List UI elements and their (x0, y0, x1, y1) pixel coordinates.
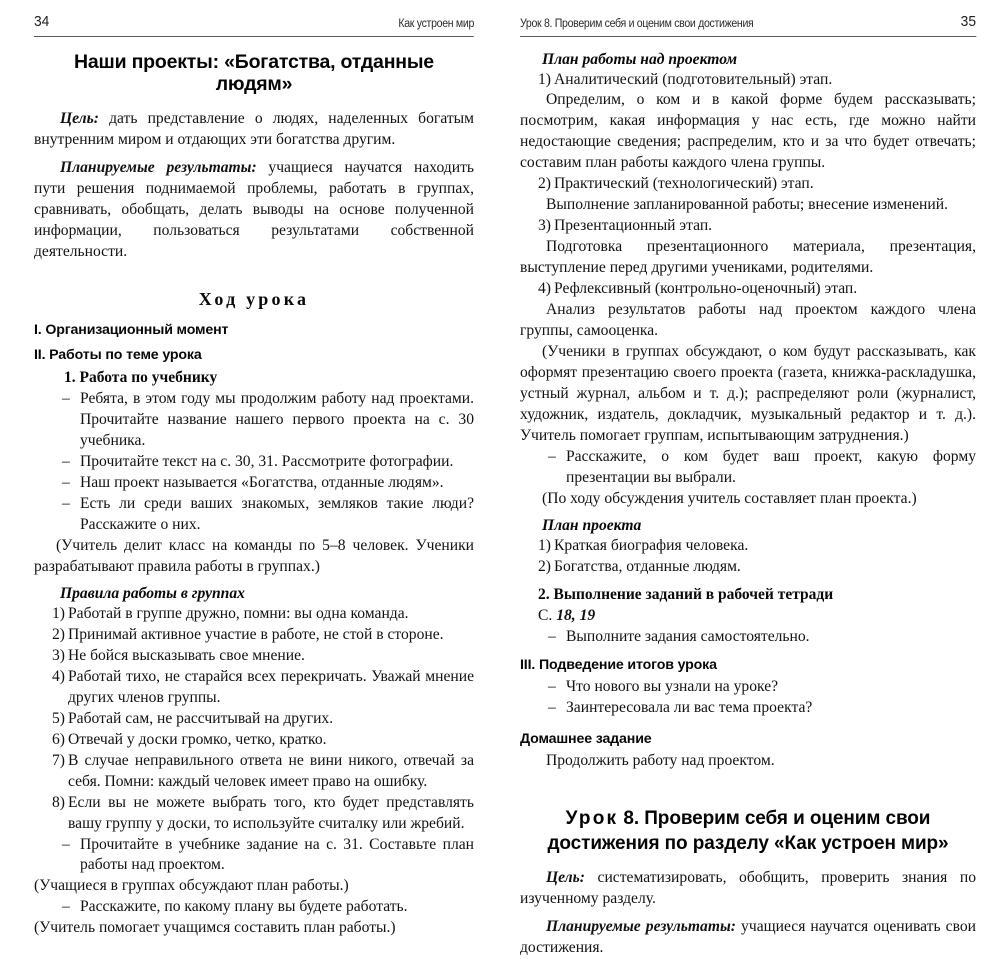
stage-body-3: Подготовка презентационного материала, презентация, выступление перед другими учениками, родителями. (520, 238, 976, 277)
page-left (0, 0, 500, 937)
lesson-flow-heading: Ход урока (198, 289, 310, 310)
group-rules-list (34, 604, 474, 835)
results-paragraph-right (520, 917, 976, 959)
bullet-list-plan-task (34, 835, 474, 877)
list-item (34, 667, 474, 709)
section-heading-summary: III. Подведение итогов урока (520, 656, 717, 673)
lesson-8-title (520, 806, 976, 856)
list-item: – Наш проект называется «Богатства, отданные людям». (34, 473, 474, 494)
goal-paragraph-right (520, 868, 976, 910)
lesson-title-word: Урок (565, 807, 619, 829)
list-item-text: Практический (технологический) этап. (554, 175, 814, 193)
list-item: – Расскажите, по какому плану вы будете работать. (34, 897, 474, 918)
goal-text-left: дать представление о людях, наделенных богатым внутренним миром и отдающих эти богатства другим. (34, 110, 474, 149)
goal-text-right: систематизировать, обобщить, проверить знания по изученному разделу. (520, 868, 976, 907)
list-item-text: В случае неправильного ответа не вини никого, отвечай за себя. Помни: каждый человек имеет право на ошибку. (68, 751, 474, 790)
list-item-number: 7) (52, 751, 65, 769)
list-item-number: 2) (538, 175, 551, 193)
teacher-note-3: (Учитель помогает учащимся составить план работы.) (34, 919, 396, 937)
list-item-text: Презентационный этап. (554, 217, 713, 235)
section-heading-topic-work: II. Работы по теме урока (34, 347, 202, 364)
goal-label-left: Цель: (60, 110, 99, 128)
bullet-list-describe-plan (34, 897, 474, 918)
results-text-left: учащиеся научатся находить пути решения поднимаемой проблемы, работать в группах, сравнивать, обобщать, делать выводы на основе полученной информации, пользоваться результатами собственной деятельности. (34, 159, 474, 261)
project-stage-2 (520, 174, 976, 195)
bullet-list-presentation-form (520, 447, 976, 489)
list-item-text: Работай в группе дружно, помни: вы одна команда. (68, 604, 409, 622)
teacher-note-plan: (По ходу обсуждения учитель составляет план проекта.) (542, 489, 917, 507)
goal-paragraph-left (34, 109, 474, 151)
folio-right: 35 (960, 13, 977, 30)
page-ref-pages: 18, 19 (556, 606, 596, 624)
list-item-number: 1) (538, 70, 551, 88)
list-item: – Выполните задания самостоятельно. (520, 627, 976, 648)
workbook-page-reference (520, 606, 976, 627)
page-ref-prefix: С. (538, 606, 557, 624)
list-item (34, 625, 474, 646)
results-text-right: учащиеся научатся оценивать свои достижения. (520, 917, 976, 956)
list-item-text: Богатства, отданные людям. (554, 557, 741, 575)
project-stage-4 (520, 279, 976, 300)
list-item-number: 3) (538, 217, 551, 235)
stage-body-2: Выполнение запланированной работы; внесение изменений. (546, 196, 948, 214)
project-stages-list (520, 70, 976, 91)
stage-body-1: Определим, о ком и в какой форме будем рассказывать; посмотрим, какая информация у нас есть, где можно найти недостающие сведения; распределим, кто и за что будет отвечать; составим план работы каждого члена группы. (520, 91, 976, 172)
running-head-title-right: Урок 8. Проверим себя и оценим свои достижения (520, 17, 754, 30)
page-right (500, 0, 1000, 956)
project-plan-heading: План проекта (542, 516, 642, 534)
list-item (520, 279, 976, 300)
list-item: – Есть ли среди ваших знакомых, земляков такие люди? Расскажите о них. (34, 494, 474, 536)
teacher-note-groups: (Ученики в группах обсуждают, о ком будут рассказывать, как оформят презентацию своего проекта (газета, книжка-раскладушка, устный журнал, альбом и т. д.); распределяют роли (журналист, художник, издатель, докладчик, музыкальный редактор и т. д.). Учитель помогает группам, испытывающим затруднения.) (520, 343, 976, 444)
list-item (520, 174, 976, 195)
results-paragraph-left (34, 158, 474, 263)
list-item-number: 1) (538, 536, 551, 554)
homework-text: Продолжить работу над проектом. (546, 751, 775, 769)
running-head-right (520, 14, 976, 37)
results-label-left: Планируемые результаты: (60, 159, 257, 177)
list-item (34, 709, 474, 730)
list-item: – Расскажите, о ком будет ваш проект, какую форму презентации вы выбрали. (520, 447, 976, 489)
section-heading-homework: Домашнее задание (520, 730, 652, 747)
list-item: – Прочитайте текст на с. 30, 31. Рассмотрите фотографии. (34, 452, 474, 473)
list-item (34, 604, 474, 625)
list-item-text: Краткая биография человека. (554, 536, 749, 554)
folio-left: 34 (34, 13, 50, 30)
results-label-right: Планируемые результаты: (546, 917, 736, 935)
list-item-number: 3) (52, 646, 65, 664)
running-head-left (34, 14, 474, 37)
running-head-title-left: Как устроен мир (398, 17, 475, 30)
page-title-left: Наши проекты: «Богатства, отданные людям» (74, 50, 434, 95)
list-item-text: Работай тихо, не старайся всех перекричать. Уважай мнение других членов группы. (68, 667, 474, 706)
list-item-number: 4) (538, 280, 551, 298)
subsection-heading-textbook-work: 1. Работа по учебнику (64, 369, 218, 387)
list-item-number: 2) (538, 557, 551, 575)
project-plan-list (520, 536, 976, 578)
project-stage-3 (520, 216, 976, 237)
subsection-heading-workbook: 2. Выполнение заданий в рабочей тетради (538, 585, 834, 603)
list-item (520, 216, 976, 237)
group-rules-heading: Правила работы в группах (60, 584, 245, 602)
list-item (520, 536, 976, 557)
list-item: – Что нового вы узнали на уроке? (520, 677, 976, 698)
list-item (34, 793, 474, 835)
bullet-list-textbook (34, 389, 474, 536)
list-item: – Ребята, в этом году мы продолжим работу над проектами. Прочитайте название нашего первого проекта на с. 30 учебника. (34, 389, 474, 452)
lesson-title-line2: достижения по разделу «Как устроен мир» (547, 832, 949, 854)
list-item-text: Рефлексивный (контрольно-оценочный) этап. (554, 280, 858, 298)
project-work-plan-heading: План работы над проектом (542, 50, 738, 68)
list-item (34, 730, 474, 751)
list-item-text: Аналитический (подготовительный) этап. (554, 70, 833, 88)
list-item-number: 4) (52, 667, 65, 685)
list-item: – Заинтересовала ли вас тема проекта? (520, 698, 976, 719)
list-item (34, 751, 474, 793)
list-item: – Прочитайте в учебнике задание на с. 31. Составьте план работы над проектом. (34, 835, 474, 877)
list-item-text: Если вы не можете выбрать того, кто будет представлять вашу группу у доски, то используйте считалку или жребий. (68, 793, 474, 832)
list-item-number: 5) (52, 709, 65, 727)
teacher-note-2: (Учащиеся в группах обсуждают план работы.) (34, 877, 349, 895)
goal-label-right: Цель: (546, 868, 585, 886)
lesson-title-rest: 8. Проверим себя и оценим свои (618, 807, 931, 829)
list-item-text: Работай сам, не рассчитывай на других. (68, 709, 334, 727)
list-item-text: Не бойся высказывать свое мнение. (68, 646, 305, 664)
list-item-text: Отвечай у доски громко, четко, кратко. (68, 730, 327, 748)
teacher-note-1: (Учитель делит класс на команды по 5–8 человек. Ученики разрабатывают правила работы в группах.) (34, 536, 474, 575)
list-item (34, 646, 474, 667)
list-item-number: 8) (52, 793, 65, 811)
list-item-number: 1) (52, 604, 65, 622)
list-item (520, 70, 976, 91)
stage-body-4: Анализ результатов работы над проектом каждого члена группы, самооценка. (520, 301, 976, 340)
list-item-text: Принимай активное участие в работе, не стой в стороне. (68, 625, 444, 643)
list-item (520, 557, 976, 578)
list-item-number: 6) (52, 730, 65, 748)
bullet-list-summary-questions (520, 677, 976, 719)
list-item-number: 2) (52, 625, 65, 643)
bullet-list-workbook (520, 627, 976, 648)
section-heading-organizational: I. Организационный момент (34, 322, 229, 339)
